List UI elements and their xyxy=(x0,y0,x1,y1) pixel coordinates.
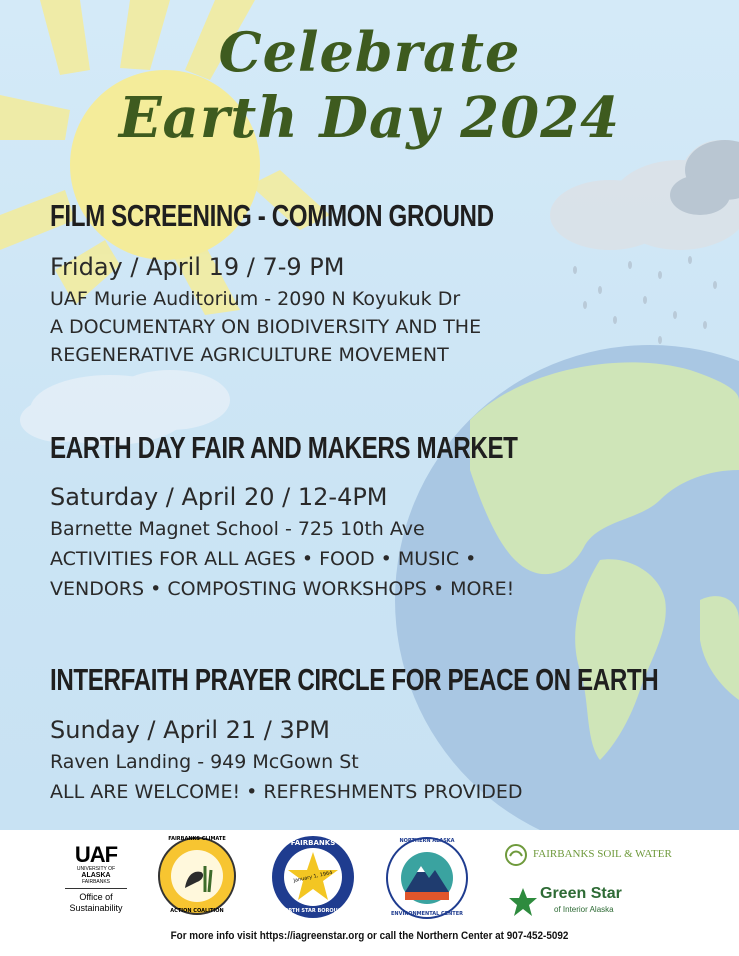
event-desc-prayer: ALL ARE WELCOME! • REFRESHMENTS PROVIDED xyxy=(50,781,523,803)
event-where-prayer: Raven Landing - 949 McGown St xyxy=(50,751,359,773)
climate-bottom: ACTION COALITION xyxy=(170,908,224,914)
green-star-name: Green Star xyxy=(540,885,622,902)
northern-center-emblem xyxy=(385,836,469,920)
borough-date: January 1, 1964 xyxy=(292,869,334,885)
uaf-office-1: Office of xyxy=(79,892,113,902)
event-desc-fair-1: ACTIVITIES FOR ALL AGES • FOOD • MUSIC • xyxy=(50,548,477,570)
climate-coalition-logo xyxy=(157,836,237,916)
event-desc-fair-2: VENDORS • COMPOSTING WORKSHOPS • MORE! xyxy=(50,578,515,600)
event-desc-film-2: REGENERATIVE AGRICULTURE MOVEMENT xyxy=(50,344,449,366)
soil-water-label: FAIRBANKS SOIL & WATER xyxy=(533,848,672,860)
uaf-mark: UAF xyxy=(74,842,118,867)
green-star-sub: of Interior Alaska xyxy=(554,905,614,914)
soil-water-icon xyxy=(505,844,527,866)
event-desc-film-1: A DOCUMENTARY ON BIODIVERSITY AND THE xyxy=(50,316,482,338)
event-when-film: Friday / April 19 / 7-9 PM xyxy=(50,253,345,281)
uaf-sub-1: UNIVERSITY OF xyxy=(76,866,116,872)
title-line-1: Celebrate xyxy=(218,20,521,84)
title-line-2: Earth Day 2024 xyxy=(118,85,621,151)
event-where-fair: Barnette Magnet School - 725 10th Ave xyxy=(50,518,425,540)
northern-top: NORTHERN ALASKA xyxy=(399,838,455,844)
event-heading-film: FILM SCREENING - COMMON GROUND xyxy=(50,198,494,233)
green-star-icon xyxy=(508,887,538,917)
northern-bottom: ENVIRONMENTAL CENTER xyxy=(391,911,463,917)
uaf-office-2: Sustainability xyxy=(69,903,123,913)
uaf-sub-3: FAIRBANKS xyxy=(65,879,127,889)
event-when-fair: Saturday / April 20 / 12-4PM xyxy=(50,483,388,511)
northern-center-logo xyxy=(385,836,469,920)
climate-coalition-emblem xyxy=(157,836,237,916)
soil-water-logo xyxy=(505,842,685,870)
borough-bottom: NORTH STAR BOROUGH xyxy=(280,908,346,914)
footer-info: For more info visit https://iagreenstar.org or call the Northern Center at 907-452-5092 xyxy=(170,930,569,942)
event-when-prayer: Sunday / April 21 / 3PM xyxy=(50,716,330,744)
uaf-sub-2: ALASKA xyxy=(81,872,111,879)
uaf-logo xyxy=(65,844,127,914)
event-where-film: UAF Murie Auditorium - 2090 N Koyukuk Dr xyxy=(50,288,461,310)
climate-top: FAIRBANKS CLIMATE xyxy=(168,836,226,842)
green-star-logo xyxy=(508,885,648,921)
borough-seal xyxy=(270,834,356,920)
rain xyxy=(573,256,717,344)
event-heading-prayer: INTERFAITH PRAYER CIRCLE FOR PEACE ON EARTH xyxy=(50,662,659,697)
borough-top: FAIRBANKS xyxy=(290,839,336,847)
event-heading-fair: EARTH DAY FAIR AND MAKERS MARKET xyxy=(50,430,518,465)
